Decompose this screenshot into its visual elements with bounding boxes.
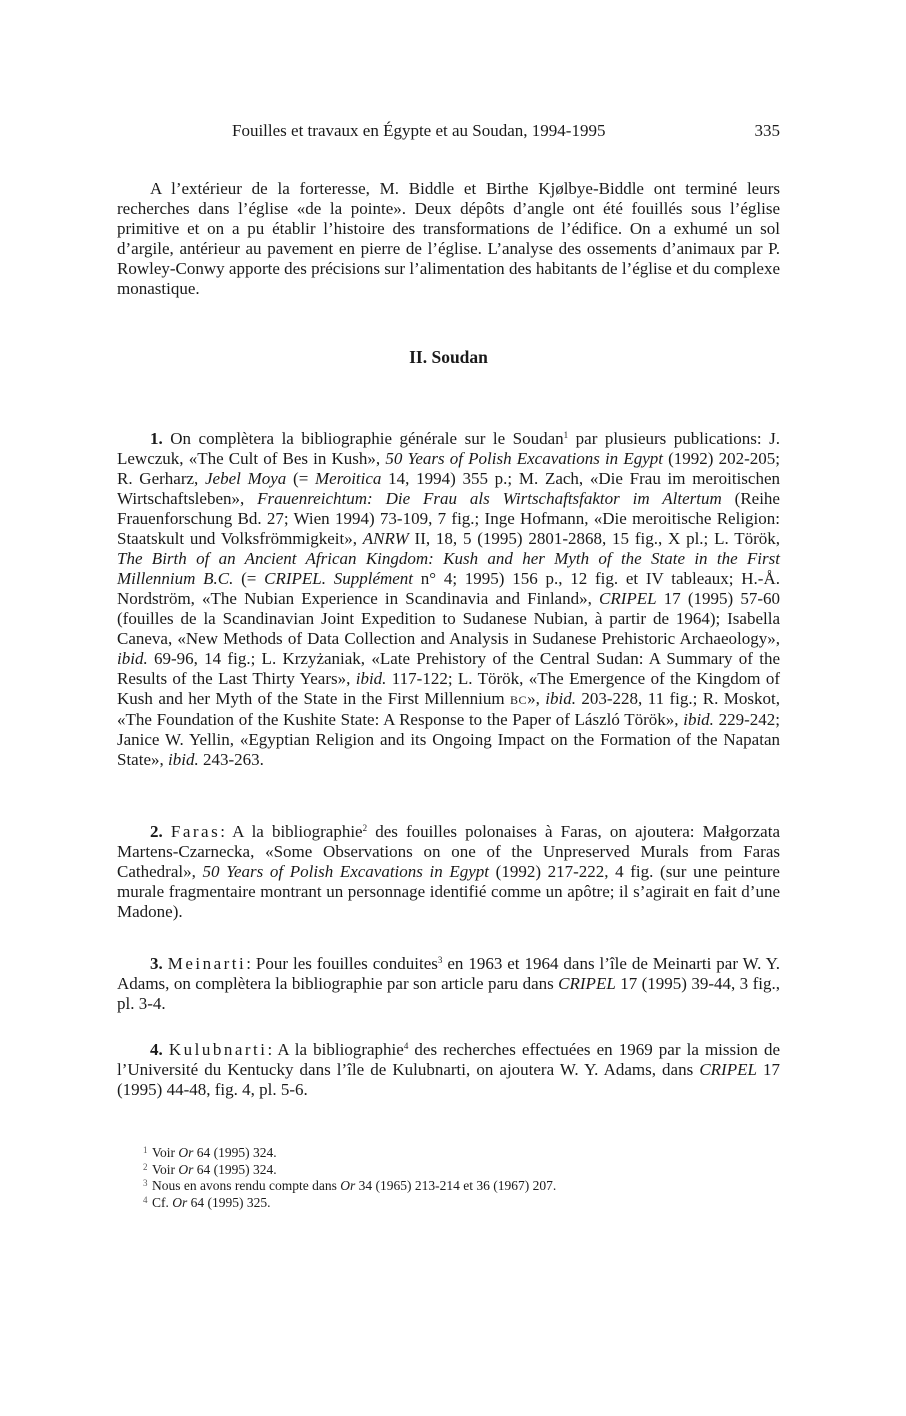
- footnote: [143, 1145, 763, 1162]
- intro-paragraph: A l’extérieur de la forteresse, M. Biddle et Birthe Kjølbye-Biddle ont terminé leurs recherches dans l’église «de la pointe». Deux dépôts d’angle ont été fouillés sous l’église primitive et on a pu établir l’histoire des transformations de l’édifice. On a exhumé un sol d’argile, antérieur au pavement en pierre de l’église. L’analyse des ossements d’animaux par P. Rowley-Conwy apporte des précisions sur l’alimentation des habitants de l’église et du complexe monastique.: [117, 179, 780, 298]
- running-header: [232, 121, 780, 145]
- text-run: 17 (1995) 44-48, fig. 4, pl. 5-6.: [117, 1060, 780, 1099]
- footnote-mark: 4: [143, 1194, 148, 1205]
- paragraph-number: 3.: [150, 954, 163, 973]
- footnote-ref: 1: [563, 430, 569, 440]
- text-run: : A la bibliographie: [220, 822, 363, 841]
- text-run: (1992) 202-205; R. Gerharz,: [117, 449, 780, 488]
- paragraph-number: 1.: [150, 429, 163, 448]
- citation-title: CRIPEL: [558, 974, 616, 993]
- footnote-ref: 3: [437, 955, 443, 965]
- paragraph-2: [117, 822, 780, 922]
- text-run: 34 (1965) 213-214 et 36 (1967) 207.: [355, 1178, 557, 1193]
- text-run: 117-122; L. Török, «The Emergence of the Kingdom of Kush and her Myth of the State in the First Millennium: [117, 669, 780, 708]
- citation-title: ibid.: [168, 750, 199, 769]
- citation-title: ibid.: [117, 649, 148, 668]
- text-run: 203-228, 11 fig.; R. Moskot, «The Foundation of the Kushite State: A Response to the Paper of László Török»,: [117, 689, 781, 729]
- text-run: 17 (1995) 57-60 (fouilles de la Scandinavian Joint Expedition to Sudanese Nubian, à partir de 1964); Isabella Caneva, «New Methods of Data Collection and Analysis in Sudanese Prehistoric Archaeology»,: [117, 589, 781, 648]
- text-run: 17 (1995) 39-44, 3 fig., pl. 3-4.: [117, 974, 780, 1013]
- citation-title: ibid.: [683, 710, 714, 729]
- text-run: 64 (1995) 324.: [193, 1161, 277, 1177]
- footnote-text: [152, 1178, 763, 1195]
- citation-title: Or: [340, 1178, 356, 1193]
- text-run: 14, 1994) 355 p.; M. Zach, «Die Frau im meroitischen Wirtschaftsleben»,: [117, 469, 781, 508]
- text-run: (=: [233, 569, 265, 588]
- small-caps-text: BC: [510, 693, 528, 707]
- running-title: Fouilles et travaux en Égypte et au Soudan, 1994-1995: [232, 121, 606, 140]
- footnote-text: [152, 1145, 763, 1162]
- section-title: II. Soudan: [409, 347, 488, 367]
- text-run: 64 (1995) 325.: [187, 1194, 271, 1210]
- paragraph-number: 4.: [150, 1040, 163, 1059]
- citation-title: Or: [178, 1161, 194, 1177]
- text-run: en 1963 et 1964 dans l’île de Meinarti par W. Y. Adams, on complètera la bibliographie par son article paru dans: [117, 954, 781, 993]
- site-name: Faras: [170, 822, 221, 841]
- citation-title: CRIPEL: [599, 589, 657, 608]
- footnote: [143, 1162, 763, 1179]
- text-run: par plusieurs publications: J. Lewczuk, «The Cult of Bes in Kush»,: [117, 429, 780, 468]
- text-run: : Pour les fouilles conduites: [246, 954, 438, 973]
- page-number: 335: [754, 121, 780, 140]
- footnote-mark: 3: [143, 1178, 148, 1188]
- text-run: 243-263.: [198, 750, 264, 769]
- footnote-text: [152, 1162, 763, 1179]
- citation-title: CRIPEL: [699, 1060, 757, 1079]
- text-run: Nous en avons rendu compte dans: [152, 1178, 341, 1193]
- paragraph-3: [117, 954, 780, 1014]
- site-name: Meinarti: [167, 954, 247, 973]
- text-run: On complètera la bibliographie générale sur le Soudan: [170, 429, 564, 448]
- text-run: Cf.: [152, 1194, 173, 1210]
- citation-title: ibid.: [355, 669, 387, 688]
- footnote-text: [152, 1195, 763, 1212]
- footnote: [143, 1195, 763, 1212]
- citation-title: 50 Years of Polish Excavations in Egypt: [385, 449, 663, 468]
- citation-title: Frauenreichtum: Die Frau als Wirtschaftsfaktor im Altertum: [257, 489, 722, 508]
- citation-title: Jebel Moya: [205, 469, 287, 488]
- site-name: Kulubnarti: [168, 1040, 268, 1059]
- text-run: n° 4; 1995) 156 p., 12 fig. et IV tableaux; H.-Å. Nordström, «The Nubian Experience in Scandinavia and Finland»,: [117, 569, 780, 608]
- text-run: 229-242; Janice W. Yellin, «Egyptian Religion and its Ongoing Impact on the Formation of the Napatan State»,: [117, 710, 780, 769]
- citation-title: The Birth of an Ancient African Kingdom: Kush and her Myth of the State in the First Millennium B.C.: [117, 549, 780, 588]
- footnote-mark: 2: [143, 1161, 148, 1172]
- text-run: (=: [286, 469, 315, 488]
- text-run: Voir: [152, 1161, 179, 1177]
- text-run: des fouilles polonaises à Faras, on ajoutera: Małgorzata Martens-Czarnecka, «Some Observations on one of the Unpreserved Murals from Faras Cathedral»,: [117, 822, 780, 881]
- text-run: (Reihe Frauenforschung Bd. 27; Wien 1994) 73-109, 7 fig.; Inge Hofmann, «Die meroitische Religion: Staatskult und Volksfrömmigkeit»,: [117, 489, 780, 548]
- text-run: des recherches effectuées en 1969 par la mission de l’Université du Kentucky dans l’île de Kulubnarti, on ajoutera W. Y. Adams, dans: [117, 1040, 780, 1079]
- text-run: : A la bibliographie: [267, 1040, 404, 1059]
- citation-title: 50 Years of Polish Excavations in Egypt: [202, 862, 490, 881]
- text-run: 69-96, 14 fig.; L. Krzyżaniak, «Late Prehistory of the Central Sudan: A Summary of the Results of the Last Thirty Years»,: [117, 649, 780, 688]
- citation-title: CRIPEL. Supplément: [264, 569, 414, 588]
- citation-title: ibid.: [545, 689, 576, 708]
- footnote-mark: 1: [143, 1145, 148, 1155]
- text-run: (1992) 217-222, 4 fig. (sur une peinture murale fragmentaire montrant un personnage identifié comme un apôtre; il s’agirait en fait d’une Madone).: [117, 862, 780, 921]
- footnote-ref: 4: [403, 1041, 409, 1051]
- paragraph-number: 2.: [150, 822, 163, 841]
- text-run: 64 (1995) 324.: [193, 1145, 277, 1160]
- text-run: »,: [527, 689, 546, 708]
- paragraph-1: [117, 429, 780, 770]
- text-run: II, 18, 5 (1995) 2801-2868, 15 fig., X pl.; L. Török,: [408, 529, 780, 548]
- footnotes: [143, 1145, 763, 1211]
- text-run: Voir: [152, 1145, 179, 1160]
- footnote: [143, 1178, 763, 1195]
- citation-title: Meroitica: [315, 469, 382, 488]
- paragraph-4: [117, 1040, 780, 1100]
- citation-title: Or: [172, 1194, 188, 1210]
- citation-title: Or: [178, 1145, 194, 1160]
- citation-title: ANRW: [362, 529, 409, 548]
- footnote-ref: 2: [362, 823, 368, 833]
